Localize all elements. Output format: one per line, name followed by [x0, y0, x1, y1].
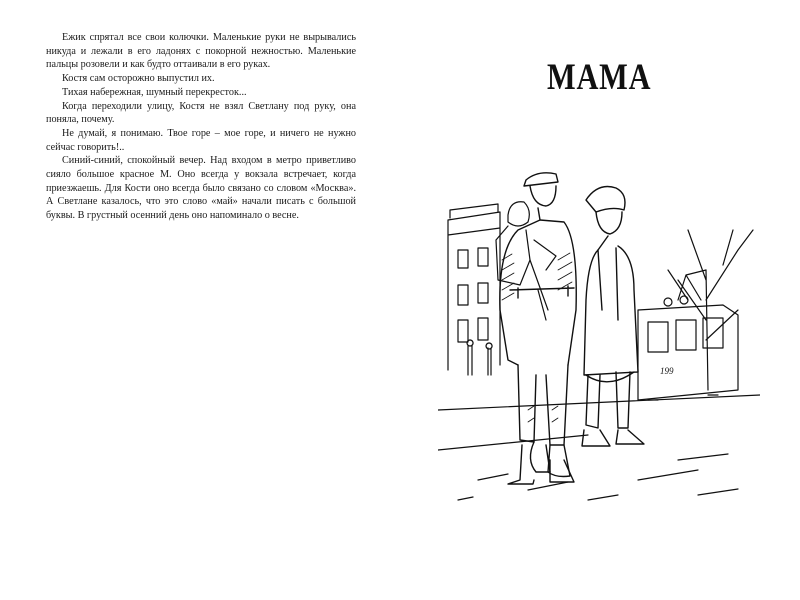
background-people — [467, 340, 492, 375]
paragraph: Когда переходили улицу, Костя не взял Светлану под руку, она поняла, почему. — [46, 100, 356, 126]
body-text — [46, 31, 356, 223]
tram-number: 199 — [660, 366, 674, 376]
ink-illustration — [438, 160, 760, 510]
paragraph: Ежик спрятал все свои колючки. Маленькие руки не вырывались никуда и лежали в его ладонях с покорной нежностью. Маленькие пальцы розовели и как будто оттаивали в его руках. — [46, 32, 356, 71]
soldier — [500, 173, 576, 484]
paragraph: Костя сам осторожно выпустил их. — [62, 73, 215, 85]
chapter-title: МАМА — [547, 57, 652, 98]
bare-tree — [668, 230, 753, 390]
right-page — [400, 0, 800, 600]
child — [496, 202, 556, 320]
paragraph: Синий-синий, спокойный вечер. Над входом в метро приветливо сияло большое красное М. Оно всегда у вокзала встречает, когда приезжаешь. Для Кости оно всегда было связано со словом «Москва». А Светлане казалось, что это слово «май» начали писать с большой буквы. В грустный осенний день оно напоминало о весне. — [46, 155, 356, 222]
tram — [638, 270, 738, 400]
woman — [582, 187, 644, 447]
paragraph: Не думай, я понимаю. Твое горе – мое горе, и ничего не нужно сейчас говорить!.. — [46, 127, 356, 153]
paragraph: Тихая набережная, шумный перекресток... — [62, 86, 247, 98]
